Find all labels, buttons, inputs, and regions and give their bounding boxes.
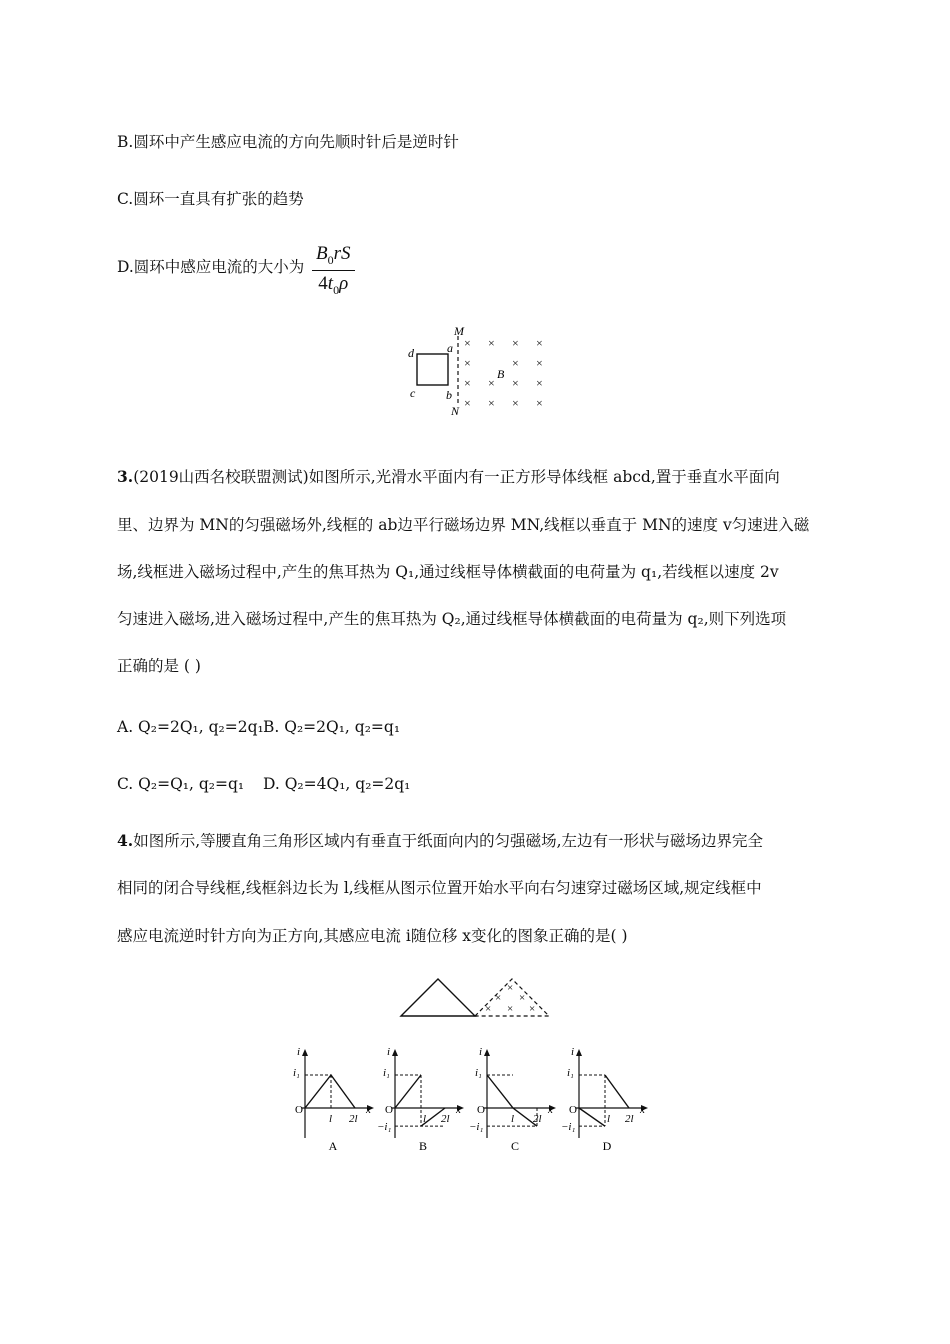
current-curve	[395, 1075, 421, 1108]
q3-line-1: 3.(2019山西名校联盟测试)如图所示,光滑水平面内有一正方形导体线框 abcd,置于垂直水平面向	[117, 467, 780, 486]
q3-line-2: 里、边界为 MN的匀强磁场外,线框的 ab边平行磁场边界 MN,线框以垂直于 MN的速度 v匀速进入磁	[117, 516, 810, 534]
i-axis-label: i	[479, 1046, 483, 1058]
current-curve	[579, 1108, 605, 1126]
option-d-prefix: D.圆环中感应电流的大小为	[117, 258, 305, 276]
graph-d	[561, 1046, 648, 1153]
i-axis-label: i	[297, 1046, 301, 1058]
label-b: b	[446, 388, 452, 402]
l-label: l	[423, 1113, 427, 1125]
graph-label: C	[510, 1139, 520, 1153]
graph-c	[469, 1046, 556, 1153]
field-cross: ×	[464, 396, 471, 410]
triangle-frame	[401, 979, 475, 1016]
triangle-cross: ×	[507, 982, 514, 994]
i-axis-arrow	[392, 1049, 398, 1056]
q3-option-a: A. Q₂=2Q₁, q₂=2q₁	[117, 718, 264, 736]
triangle-cross: ×	[507, 1003, 514, 1015]
q3-number: 3.	[117, 467, 134, 486]
i-axis-label: i	[387, 1046, 391, 1058]
l-label: l	[607, 1113, 611, 1125]
current-curve	[305, 1075, 355, 1108]
field-cross: ×	[536, 376, 543, 390]
i-axis-label: i	[571, 1046, 575, 1058]
label-b-field: B	[497, 367, 505, 381]
x-axis-label: x	[366, 1104, 371, 1116]
i1-label: i₁	[293, 1067, 300, 1079]
q4-line-1: 4.如图所示,等腰直角三角形区域内有垂直于纸面向内的匀强磁场,左边有一形状与磁场边界完全	[117, 831, 764, 850]
fraction-numerator: $B_0rS$	[312, 243, 355, 271]
figure-q3	[400, 322, 560, 418]
neg-i1-label: −i₁	[377, 1121, 392, 1134]
field-cross: ×	[512, 376, 519, 390]
field-cross: ×	[488, 396, 495, 410]
field-cross: ×	[512, 336, 519, 350]
2l-label: 2l	[441, 1113, 450, 1125]
fraction-denominator: $4t_0\rho$	[318, 272, 349, 297]
q3-option-d: D. Q₂=4Q₁, q₂=2q₁	[263, 775, 411, 793]
q4-number: 4.	[117, 831, 134, 850]
figure-q4-triangles	[398, 973, 554, 1019]
triangle-cross: ×	[485, 1003, 492, 1015]
graphs-q4	[285, 1046, 665, 1156]
q4-line-3: 感应电流逆时针方向为正方向,其感应电流 i随位移 x变化的图象正确的是( )	[117, 927, 628, 945]
triangle-cross: ×	[529, 1003, 536, 1015]
option-d-fraction	[312, 243, 355, 298]
2l-label: 2l	[349, 1113, 358, 1125]
neg-i1-label: −i₁	[561, 1121, 576, 1134]
q3-line-5: 正确的是 ( )	[117, 657, 201, 675]
q4-line-2: 相同的闭合导线框,线框斜边长为 l,线框从图示位置开始水平向右匀速穿过磁场区域,规定线框中	[117, 879, 762, 897]
field-cross: ×	[488, 376, 495, 390]
x-axis-label: x	[640, 1104, 645, 1116]
field-cross: ×	[536, 396, 543, 410]
field-cross: ×	[464, 376, 471, 390]
option-b-prev: B.圆环中产生感应电流的方向先顺时针后是逆时针	[117, 133, 459, 151]
q3-option-b: B. Q₂=2Q₁, q₂=q₁	[263, 718, 401, 736]
label-d: d	[408, 346, 414, 360]
field-cross: ×	[464, 356, 471, 370]
graph-b	[377, 1046, 464, 1153]
origin-label: O	[295, 1104, 303, 1116]
i-axis-arrow	[484, 1049, 490, 1056]
label-n: N	[451, 404, 460, 418]
origin-label: O	[477, 1104, 485, 1116]
option-d-prev	[117, 256, 304, 278]
i1-label: i₁	[383, 1067, 390, 1079]
label-c: c	[410, 386, 416, 400]
i1-label: i₁	[475, 1067, 482, 1079]
graph-label: D	[602, 1139, 612, 1153]
triangle-cross: ×	[495, 992, 502, 1004]
i-axis-arrow	[302, 1049, 308, 1056]
l-label: l	[329, 1113, 333, 1125]
graph-label: A	[328, 1139, 338, 1153]
2l-label: 2l	[625, 1113, 634, 1125]
i1-label: i₁	[567, 1067, 574, 1079]
2l-label: 2l	[533, 1113, 542, 1125]
q3-option-c: C. Q₂=Q₁, q₂=q₁	[117, 775, 245, 793]
i-axis-arrow	[576, 1049, 582, 1056]
q3-line-3: 场,线框进入磁场过程中,产生的焦耳热为 Q₁,通过线框导体横截面的电荷量为 q₁,若线框以速度 2v	[117, 563, 779, 581]
field-cross: ×	[464, 336, 471, 350]
x-axis-label: x	[456, 1104, 461, 1116]
l-label: l	[511, 1113, 515, 1125]
origin-label: O	[385, 1104, 393, 1116]
neg-i1-label: −i₁	[469, 1121, 484, 1134]
current-curve	[605, 1075, 629, 1108]
label-m: M	[454, 324, 464, 338]
graph-label: B	[418, 1139, 428, 1153]
square-frame	[417, 354, 448, 385]
graph-a	[293, 1046, 374, 1153]
origin-label: O	[569, 1104, 577, 1116]
x-axis-label: x	[548, 1104, 553, 1116]
field-cross: ×	[536, 336, 543, 350]
field-cross: ×	[536, 356, 543, 370]
q3-line-4: 匀速进入磁场,进入磁场过程中,产生的焦耳热为 Q₂,通过线框导体横截面的电荷量为 q₂,则下列选项	[117, 610, 787, 628]
field-cross: ×	[512, 356, 519, 370]
triangle-cross: ×	[519, 992, 526, 1004]
field-cross: ×	[512, 396, 519, 410]
option-c-prev: C.圆环一直具有扩张的趋势	[117, 190, 304, 208]
field-cross: ×	[488, 336, 495, 350]
label-a: a	[447, 341, 453, 355]
